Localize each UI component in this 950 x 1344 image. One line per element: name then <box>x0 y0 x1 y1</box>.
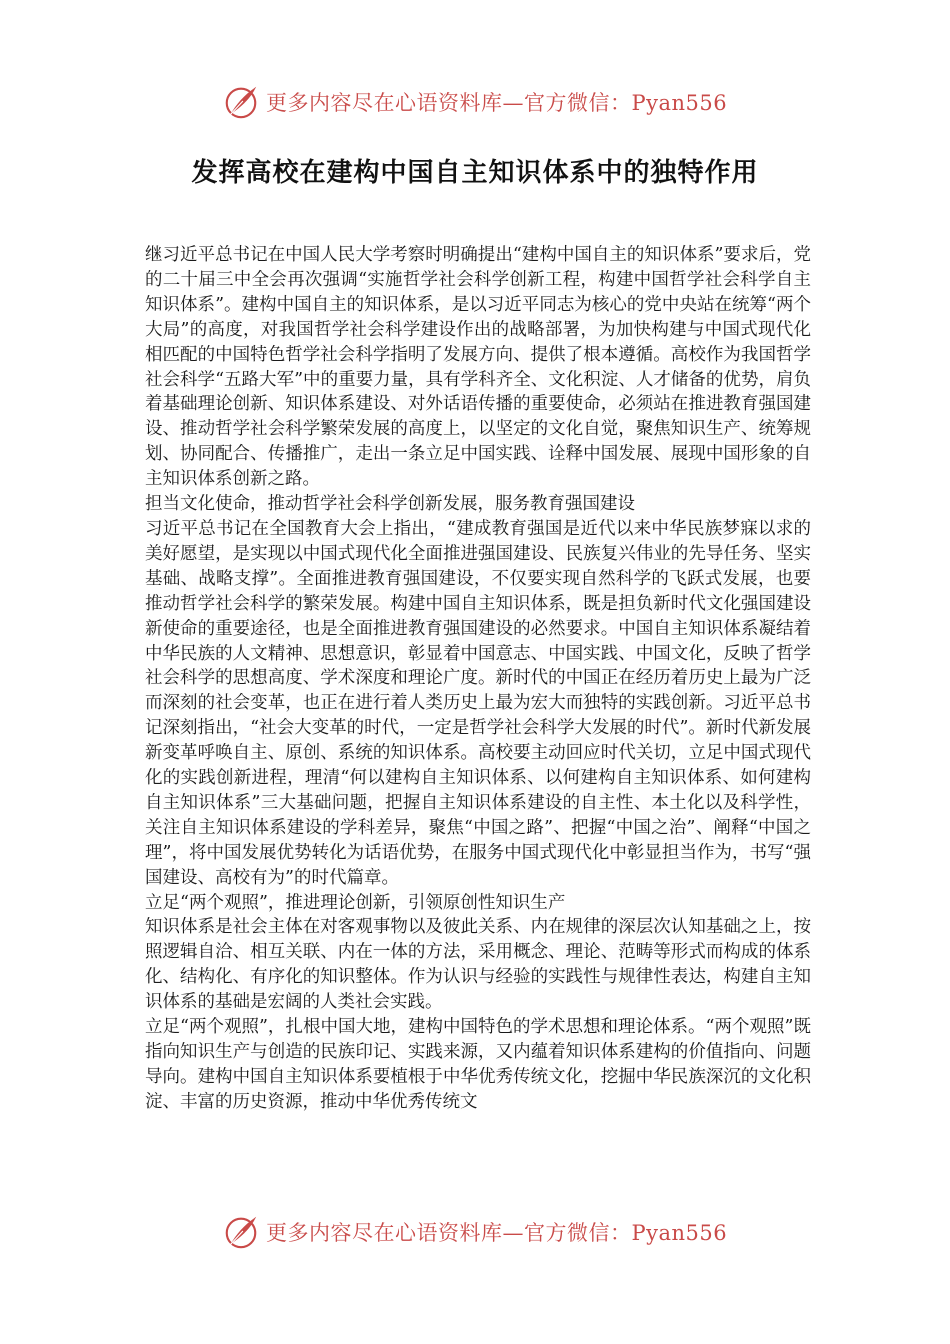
quill-pen-logo-icon <box>222 83 260 121</box>
section-paragraph-1: 习近平总书记在全国教育大会上指出，“建成教育强国是近代以来中华民族梦寐以求的美好愿望，是实现以中国式现代化全面推进强国建设、民族复兴伟业的先导任务、坚实基础、战略支撑”。全面推进教育强国建设，不仅要实现自然科学的飞跃式发展，也要推动哲学社会科学的繁荣发展。构建中国自主知识体系，既是担负新时代文化强国建设新使命的重要途径，也是全面推进教育强国建设的必然要求。中国自主知识体系凝结着中华民族的人文精神、思想意识，彰显着中国意志、中国实践、中国文化，反映了哲学社会科学的思想高度、学术深度和理论广度。新时代的中国正在经历着历史上最为广泛而深刻的社会变革，也正在进行着人类历史上最为宏大而独特的实践创新。习近平总书记深刻指出，“社会大变革的时代，一定是哲学社会科学大发展的时代”。新时代新发展新变革呼唤自主、原创、系统的知识体系。高校要主动回应时代关切，立足中国式现代化的实践创新进程，理清“何以建构自主知识体系、以何建构自主知识体系、如何建构自主知识体系”三大基础问题，把握自主知识体系建设的自主性、本土化以及科学性，关注自主知识体系建设的学科差异，聚焦“中国之路”、把握“中国之治”、阐释“中国之理”，将中国发展优势转化为话语优势，在服务中国式现代化中彰显担当作为，书写“强国建设、高校有为”的时代篇章。 <box>145 518 811 888</box>
document-body <box>145 243 811 1115</box>
watermark-text: 更多内容尽在心语资料库—官方微信：Pyan556 <box>266 91 728 115</box>
section-heading-1: 担当文化使命，推动哲学社会科学创新发展，服务教育强国建设 <box>145 494 635 515</box>
watermark-text: 更多内容尽在心语资料库—官方微信：Pyan556 <box>266 1221 728 1245</box>
section-heading-2: 立足“两个观照”，推进理论创新，引领原创性知识生产 <box>145 892 566 913</box>
section-paragraph-2: 知识体系是社会主体在对客观事物以及彼此关系、内在规律的深层次认知基础之上，按照逻辑自洽、相互关联、内在一体的方法，采用概念、理论、范畴等形式而构成的体系化、结构化、有序化的知识整体。作为认识与经验的实践性与规律性表达，构建自主知识体系的基础是宏阔的人类社会实践。 <box>145 917 811 1013</box>
quill-pen-logo-icon <box>222 1213 260 1251</box>
document-title: 发挥高校在建构中国自主知识体系中的独特作用 <box>191 158 759 188</box>
intro-paragraph: 继习近平总书记在中国人民大学考察时明确提出“建构中国自主的知识体系”要求后，党的二十届三中全会再次强调“实施哲学社会科学创新工程，构建中国哲学社会科学自主知识体系”。建构中国自主的知识体系，是以习近平同志为核心的党中央站在统筹“两个大局”的高度，对我国哲学社会科学建设作出的战略部署，为加快构建与中国式现代化相匹配的中国特色哲学社会科学指明了发展方向、提供了根本遵循。高校作为我国哲学社会科学“五路大军”中的重要力量，具有学科齐全、文化积淀、人才储备的优势，肩负着基础理论创新、知识体系建设、对外话语传播的重要使命，必须站在推进教育强国建设、推动哲学社会科学繁荣发展的高度上，以坚定的文化自觉，聚焦知识生产、统筹规划、协同配合、传播推广，走出一条立足中国实践、诠释中国发展、展现中国形象的自主知识体系创新之路。 <box>145 245 811 490</box>
watermark-banner-top <box>222 82 742 122</box>
watermark-banner-bottom <box>222 1212 742 1252</box>
section-paragraph-3: 立足“两个观照”，扎根中国大地，建构中国特色的学术思想和理论体系。“两个观照”既指向知识生产与创造的民族印记、实践来源，又内蕴着知识体系建构的价值指向、问题导向。建构中国自主知识体系要植根于中华优秀传统文化，挖掘中华民族深沉的文化积淀、丰富的历史资源，推动中华优秀传统文 <box>145 1017 811 1112</box>
